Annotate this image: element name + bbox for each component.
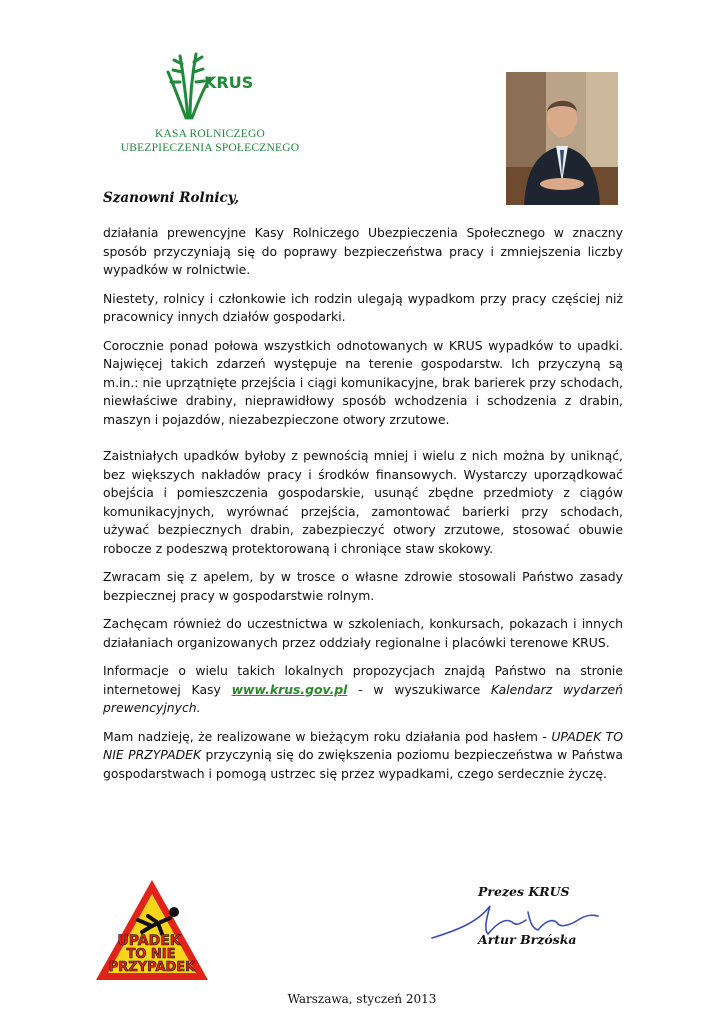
- portrait-photo: [506, 72, 618, 205]
- paragraph-6: Zachęcam również do uczestnictwa w szkoleniach, konkursach, pokazach i innych działaniach organizowanych przez oddziały regionalne i placówki terenowe KRUS.: [103, 616, 623, 650]
- campaign-line-2: TO NIE: [126, 947, 176, 962]
- signatory-title: Prezes KRUS: [478, 884, 570, 899]
- campaign-slogan: UPADEK TO NIE PRZYPADEK: [103, 728, 624, 762]
- place-and-date: Warszawa, styczeń 2013: [287, 992, 437, 1006]
- logo-line-2: UBEZPIECZENIA SPOŁECZNEGO: [120, 142, 300, 154]
- paragraph-7-text: Informacje o wielu takich lokalnych propozycjach znajdą Państwo na stronie internetowej Kasy: [103, 663, 623, 697]
- paragraph-7-middle: - w wyszukiwarce: [347, 681, 491, 697]
- paragraph-8: [103, 728, 623, 784]
- paragraph-4: Zaistniałych upadków byłoby z pewnością mniej i wielu z nich można by uniknąć, bez większych nakładów pracy i środków finansowych. Wystarczy uporządkować obejścia i pomieszczenia gospodarskie, usunąć zbędne przedmioty z ciągów komunikacyjnych, wyrównać przejścia, zamontować barierki przy schodach, używać bezpiecznych drabin, zabezpieczyć otwory zrzutowe, stosować obuwie robocze z podeszwą protektorowaną i chroniące staw skokowy.: [103, 448, 623, 556]
- paragraph-8-text: Mam nadzieję, że realizowane w bieżącym roku działania pod hasłem -: [103, 728, 552, 744]
- logo-mark-text: KRUS: [204, 73, 254, 92]
- letter-body: [103, 224, 623, 793]
- paragraph-7: [103, 662, 623, 718]
- paragraph-5: Zwracam się z apelem, by w trosce o własne zdrowie stosowali Państwo zasady bezpiecznej pracy w gospodarstwie rolnym.: [103, 569, 623, 603]
- krus-website-link[interactable]: www.krus.gov.pl: [231, 681, 348, 697]
- paragraph-1: działania prewencyjne Kasy Rolniczego Ubezpieczenia Społecznego w znaczny sposób przyczyniają się do poprawy bezpieczeństwa pracy i zmniejszenia liczby wypadków w rolnictwie.: [103, 225, 623, 277]
- paragraph-8-end: przyczynią się do zwiększenia poziomu bezpieczeństwa w Państwa gospodarstwach i pomogą ustrzec się przez wypadkami, czego serdecznie życzę.: [103, 747, 623, 781]
- paragraph-3: Corocznie ponad połowa wszystkich odnotowanych w KRUS wypadków to upadki. Najwięcej takich zdarzeń występuje na terenie gospodarstw. Ich przyczyną są m.in.: nie uprzątnięte przejścia i ciągi komunikacyjne, brak barierek przy schodach, niewłaściwe drabiny, nieprawidłowy sposób wchodzenia i schodzenia z drabin, maszyn i pojazdów, niezabezpieczone otwory zrzutowe.: [103, 337, 623, 427]
- calendar-reference: Kalendarz wydarzeń prewencyjnych.: [103, 681, 623, 715]
- greeting: Szanowni Rolnicy,: [103, 190, 240, 206]
- krus-wheat-logo-icon: [160, 48, 254, 128]
- logo-line-1: KASA ROLNICZEGO: [154, 128, 265, 140]
- signatory-name: Artur Brzóska: [478, 932, 577, 947]
- campaign-line-1: UPADEK: [117, 933, 181, 949]
- paragraph-2: Niestety, rolnicy i członkowie ich rodzin ulegają wypadkom przy pracy częściej niż pracownicy innych działów gospodarki.: [103, 290, 623, 324]
- campaign-warning-logo: [92, 876, 212, 984]
- campaign-line-3: PRZYPADEK: [108, 960, 196, 975]
